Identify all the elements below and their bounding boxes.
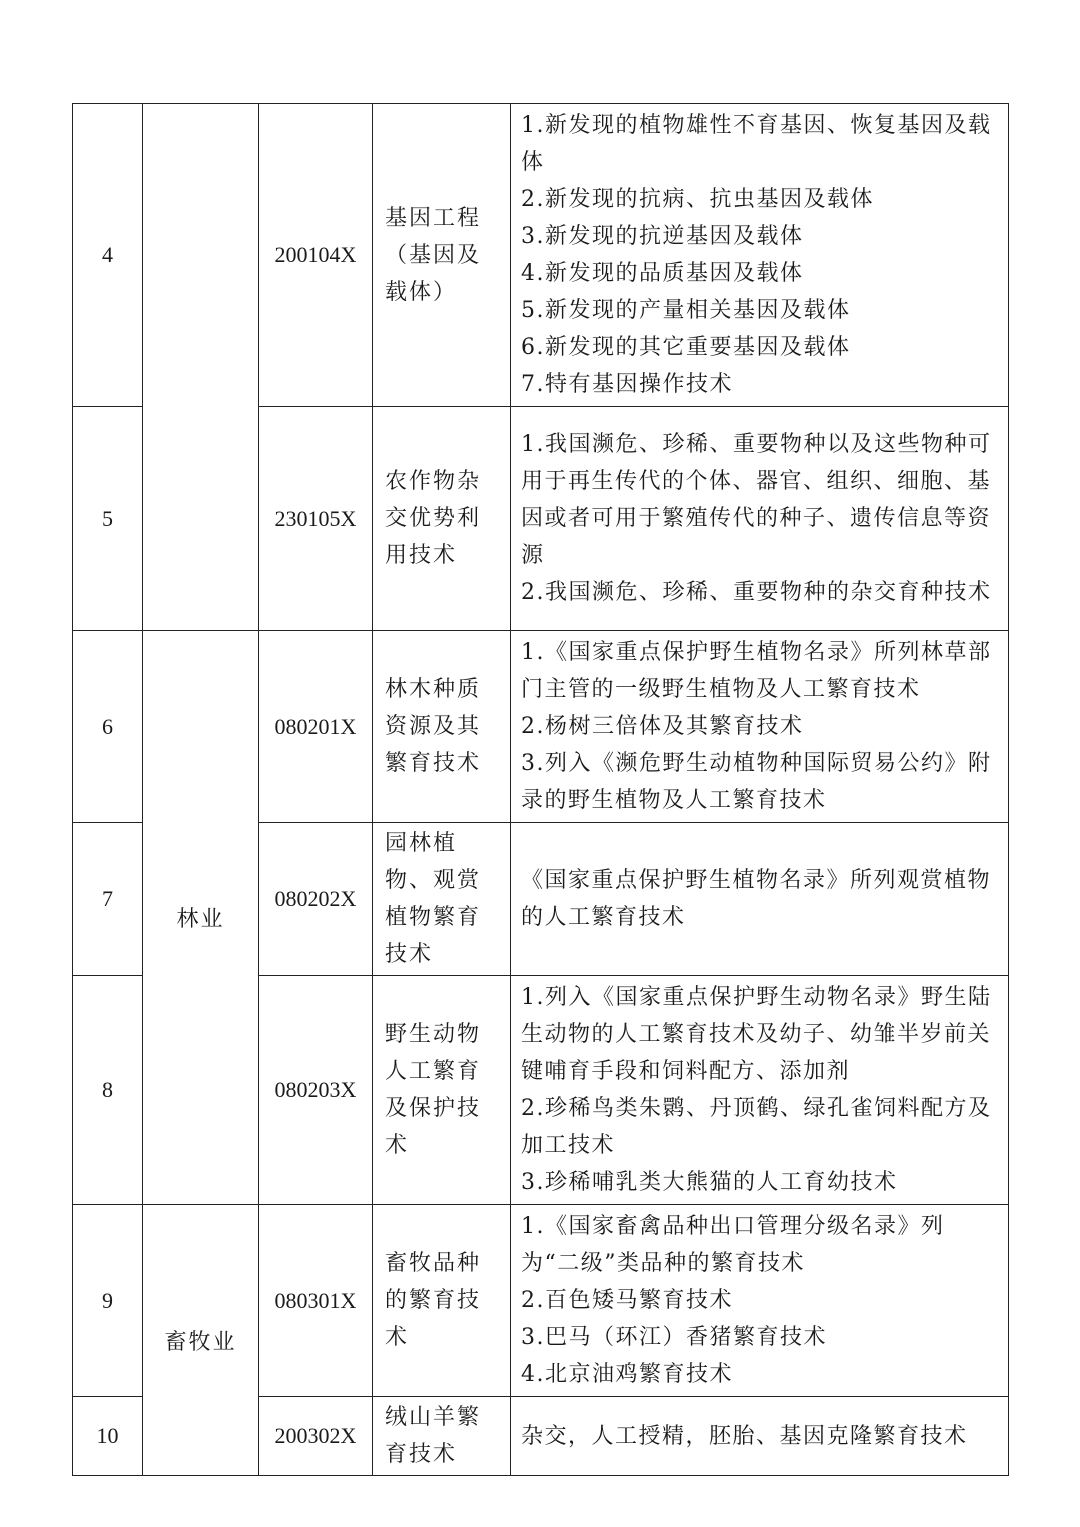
row-number: 9 <box>73 1205 143 1397</box>
tech-code: 230105X <box>259 407 373 631</box>
tech-catalog-table <box>72 103 1009 1476</box>
list-item: 2.新发现的抗病、抗虫基因及载体 <box>521 187 874 212</box>
tech-code: 080203X <box>259 976 373 1205</box>
list-item: 2.杨树三倍体及其繁育技术 <box>521 714 804 739</box>
tech-content <box>511 1205 1009 1397</box>
row-number: 4 <box>73 104 143 407</box>
table-row <box>73 631 1009 823</box>
list-item: 1.我国濒危、珍稀、重要物种以及这些物种可用于再生传代的个体、器官、组织、细胞、基因或者可用于繁殖传代的种子、遗传信息等资源 <box>521 432 992 568</box>
list-item: 4.北京油鸡繁育技术 <box>521 1362 733 1387</box>
list-item: 3.列入《濒危野生动植物种国际贸易公约》附录的野生植物及人工繁育技术 <box>521 751 992 813</box>
sector-cell <box>143 104 259 631</box>
row-number: 8 <box>73 976 143 1205</box>
tech-code: 080202X <box>259 823 373 976</box>
list-item: 1.新发现的植物雄性不育基因、恢复基因及载体 <box>521 113 992 175</box>
tech-content <box>511 631 1009 823</box>
tech-name: 野生动物人工繁育及保护技术 <box>373 976 511 1205</box>
list-item: 2.我国濒危、珍稀、重要物种的杂交育种技术 <box>521 580 992 605</box>
list-item: 2.百色矮马繁育技术 <box>521 1288 733 1313</box>
row-number: 7 <box>73 823 143 976</box>
tech-content <box>511 823 1009 976</box>
list-item: 2.珍稀鸟类朱鹮、丹顶鹤、绿孔雀饲料配方及加工技术 <box>521 1096 992 1158</box>
tech-content <box>511 104 1009 407</box>
list-item: 4.新发现的品质基因及载体 <box>521 261 804 286</box>
tech-name: 园林植物、观赏植物繁育技术 <box>373 823 511 976</box>
tech-content <box>511 407 1009 631</box>
tech-name: 畜牧品种的繁育技术 <box>373 1205 511 1397</box>
tech-code: 200302X <box>259 1397 373 1476</box>
list-item: 3.珍稀哺乳类大熊猫的人工育幼技术 <box>521 1170 898 1195</box>
list-item: 3.巴马（环江）香猪繁育技术 <box>521 1325 827 1350</box>
list-item: 杂交，人工授精，胚胎、基因克隆繁育技术 <box>521 1423 968 1449</box>
list-item: 《国家重点保护野生植物名录》所列观赏植物的人工繁育技术 <box>521 868 992 930</box>
list-item: 5.新发现的产量相关基因及载体 <box>521 298 851 323</box>
tech-name: 农作物杂交优势利用技术 <box>373 407 511 631</box>
row-number: 6 <box>73 631 143 823</box>
table-row <box>73 1205 1009 1397</box>
list-item: 7.特有基因操作技术 <box>521 372 733 397</box>
list-item: 1.《国家畜禽品种出口管理分级名录》列为“二级”类品种的繁育技术 <box>521 1214 945 1276</box>
tech-name: 林木种质资源及其繁育技术 <box>373 631 511 823</box>
list-item: 6.新发现的其它重要基因及载体 <box>521 335 851 360</box>
row-number: 10 <box>73 1397 143 1476</box>
tech-code: 080201X <box>259 631 373 823</box>
sector-cell: 畜牧业 <box>143 1205 259 1476</box>
tech-content <box>511 976 1009 1205</box>
list-item: 1.列入《国家重点保护野生动物名录》野生陆生动物的人工繁育技术及幼子、幼雏半岁前关键哺育手段和饲料配方、添加剂 <box>521 985 992 1084</box>
list-item: 1.《国家重点保护野生植物名录》所列林草部门主管的一级野生植物及人工繁育技术 <box>521 640 992 702</box>
tech-code: 080301X <box>259 1205 373 1397</box>
list-item: 3.新发现的抗逆基因及载体 <box>521 224 804 249</box>
tech-code: 200104X <box>259 104 373 407</box>
sector-cell: 林业 <box>143 631 259 1205</box>
tech-content <box>511 1397 1009 1476</box>
tech-name: 绒山羊繁育技术 <box>373 1397 511 1476</box>
table-row <box>73 104 1009 407</box>
tech-name: 基因工程（基因及载体） <box>373 104 511 407</box>
row-number: 5 <box>73 407 143 631</box>
